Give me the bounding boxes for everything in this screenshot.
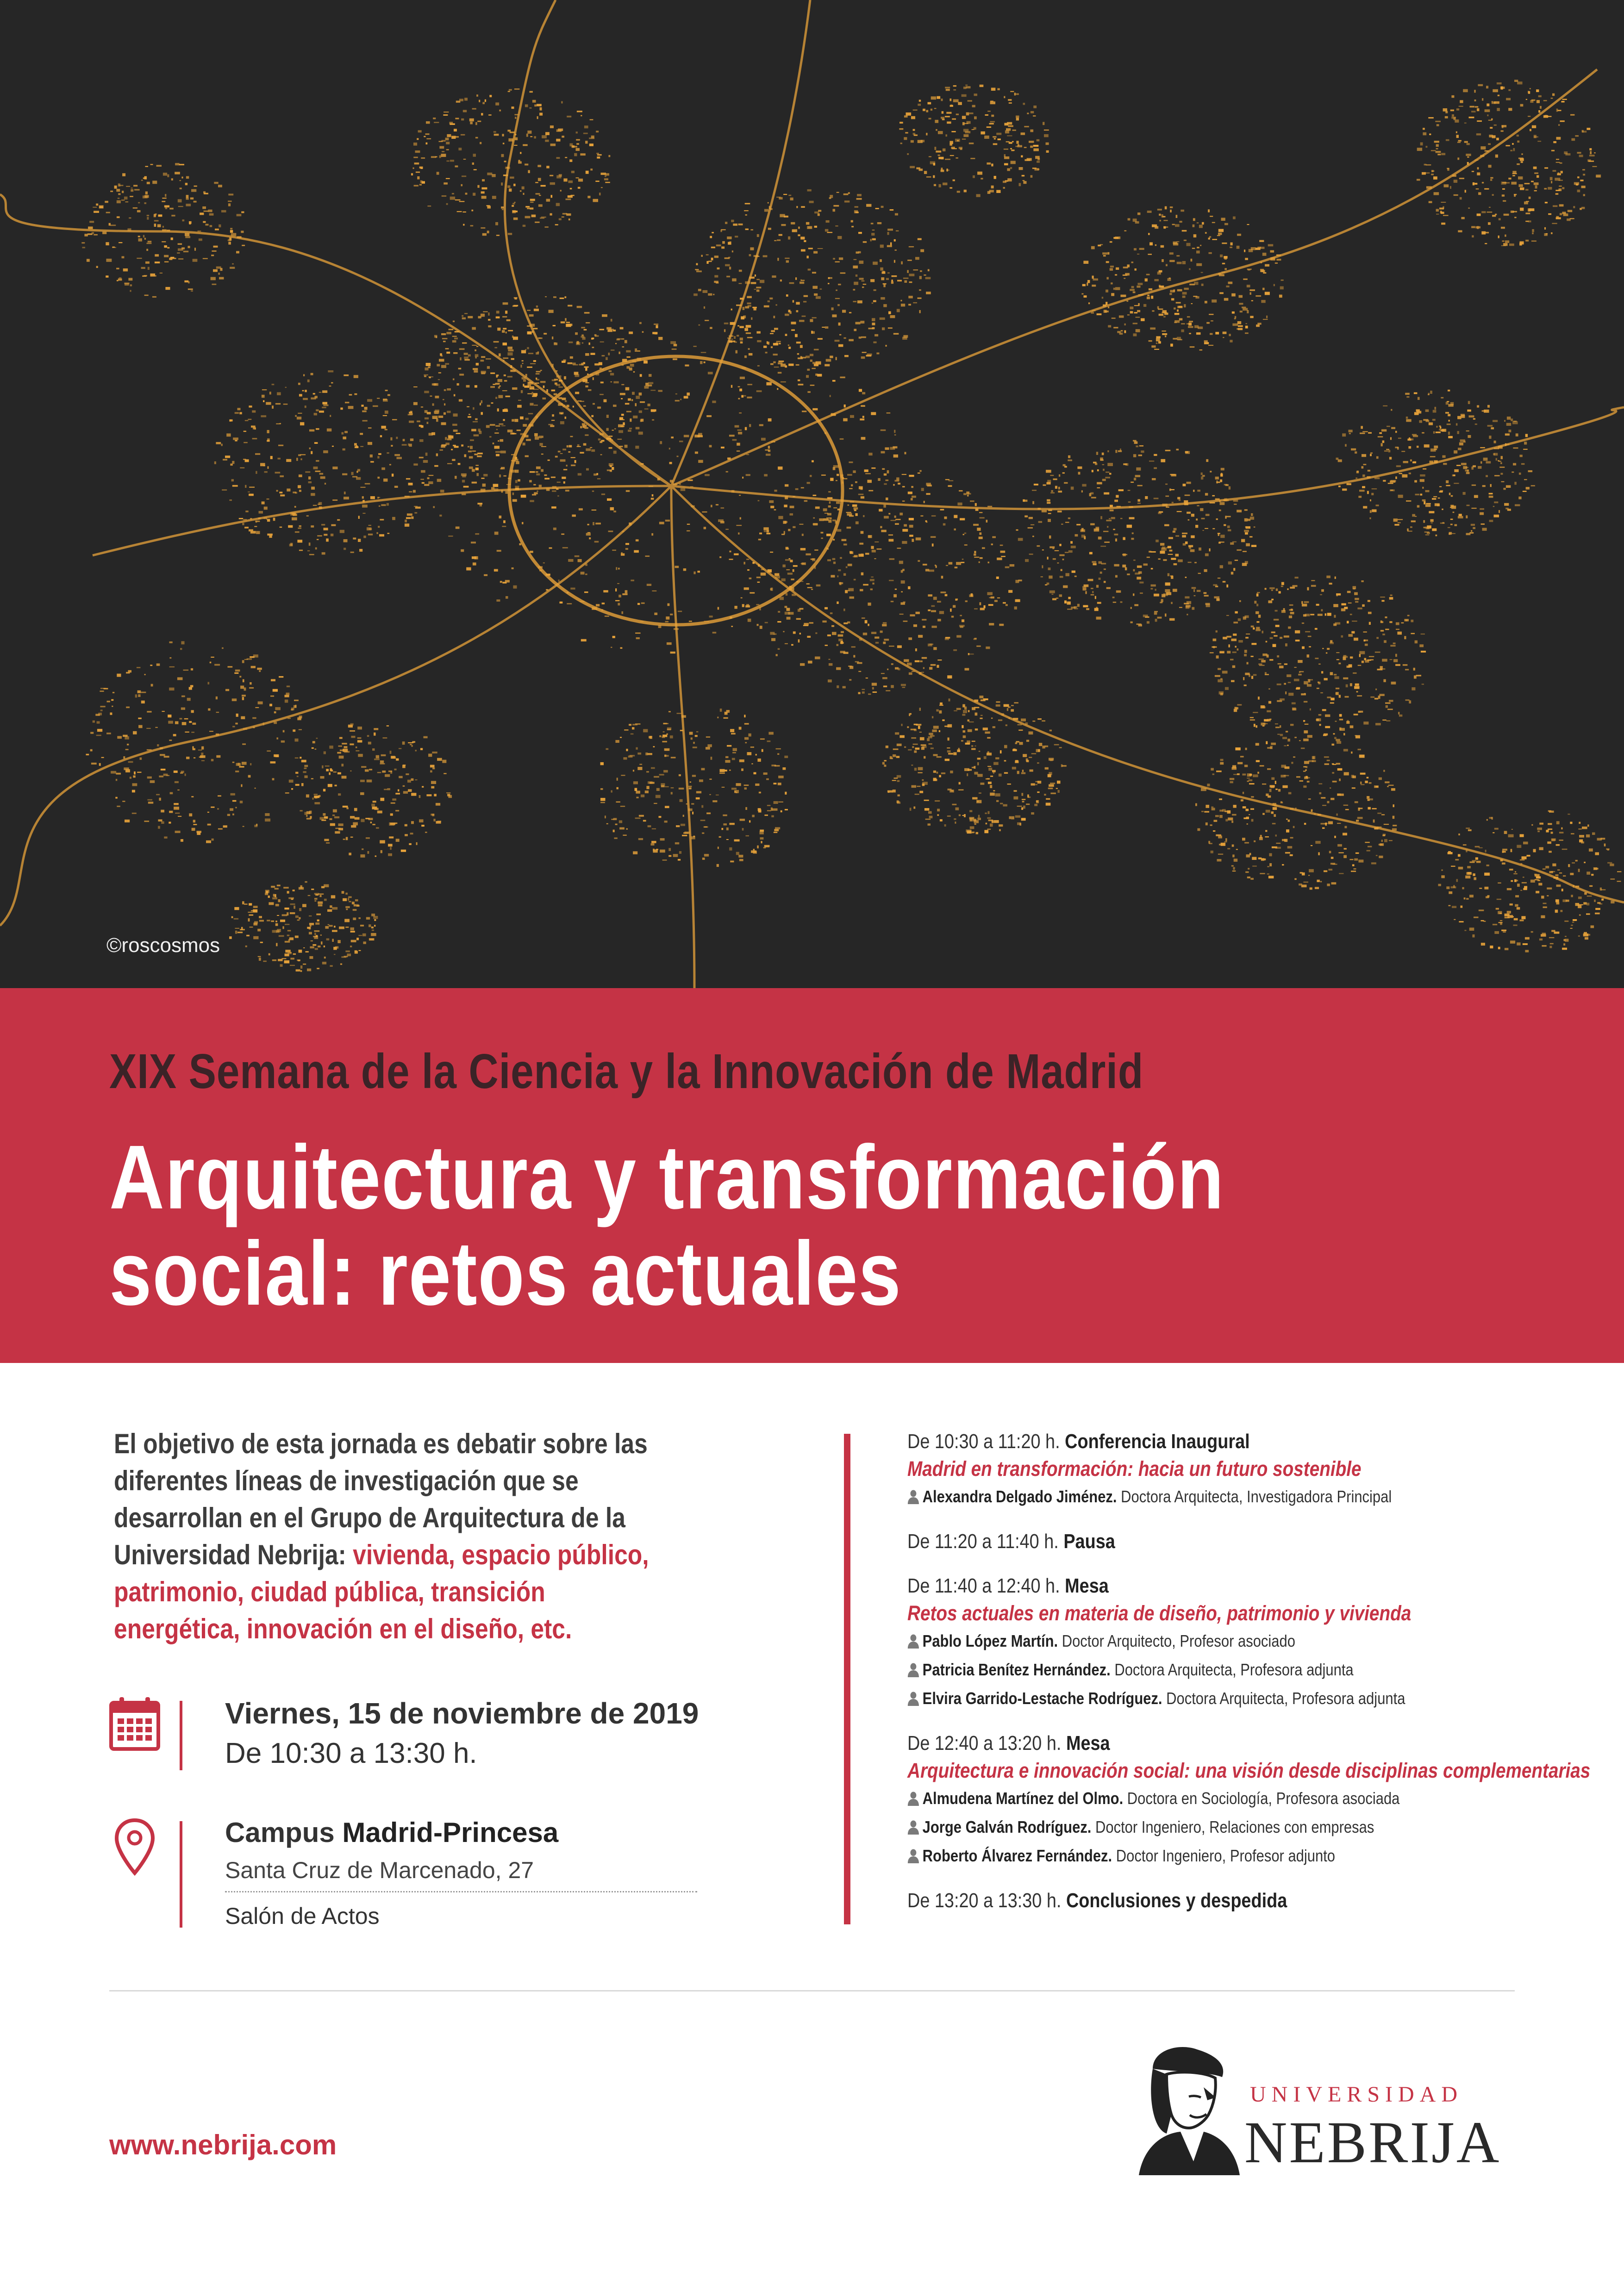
program-schedule (907, 1428, 1604, 1931)
slot-label: Conferencia Inaugural (1065, 1430, 1250, 1453)
speaker-role: Doctor Ingeniero, Profesor adjunto (1116, 1846, 1336, 1865)
person-icon (907, 1848, 919, 1863)
person-icon (907, 1820, 919, 1835)
person-icon (907, 1691, 919, 1706)
date-text (225, 1696, 699, 1770)
speaker-role: Doctora en Sociología, Profesora asociada (1127, 1789, 1400, 1808)
intro-paragraph (114, 1425, 671, 1648)
slot-heading (907, 1887, 1604, 1915)
date-divider (180, 1701, 182, 1770)
campus-prefix: Campus (225, 1817, 335, 1848)
speaker (907, 1482, 1604, 1511)
program-slot (907, 1572, 1604, 1713)
photo-credit: ©roscosmos (106, 934, 220, 957)
address: Santa Cruz de Marcenado, 27 (225, 1857, 697, 1892)
speaker-name: Elvira Garrido-Lestache Rodríguez. (922, 1689, 1162, 1708)
slot-heading (907, 1572, 1604, 1600)
slot-label: Conclusiones y despedida (1066, 1889, 1287, 1912)
person-icon (907, 1634, 919, 1649)
person-icon (907, 1662, 919, 1677)
speaker-name: Almudena Martínez del Olmo. (922, 1789, 1124, 1808)
speaker-role: Doctora Arquitecta, Profesora adjunta (1114, 1660, 1354, 1679)
program-slot (907, 1730, 1604, 1870)
slot-label: Mesa (1065, 1574, 1109, 1597)
slot-time: De 11:20 a 11:40 h. (907, 1530, 1059, 1553)
campus-location: Madrid-Princesa (342, 1817, 559, 1848)
speaker-role: Doctora Arquitecta, Profesora adjunta (1166, 1689, 1405, 1708)
speaker (907, 1684, 1604, 1713)
speaker-name: Jorge Galván Rodríguez. (922, 1817, 1092, 1836)
event-series-title: XIX Semana de la Ciencia y la Innovación de Madrid (109, 1044, 1144, 1099)
speaker-role: Doctora Arquitecta, Investigadora Principal (1121, 1487, 1392, 1506)
event-date: Viernes, 15 de noviembre de 2019 (225, 1697, 699, 1730)
speaker-name: Alexandra Delgado Jiménez. (922, 1487, 1117, 1506)
slot-subtitle: Madrid en transformación: hacia un futuro sostenible (907, 1457, 1362, 1481)
website-link[interactable]: www.nebrija.com (109, 2129, 337, 2160)
speaker-name: Roberto Álvarez Fernández. (922, 1846, 1112, 1865)
city-lights-illustration (0, 0, 1624, 988)
program-slot (907, 1428, 1604, 1511)
speaker-name: Patricia Benítez Hernández. (922, 1660, 1111, 1679)
speaker-role: Doctor Arquitecto, Profesor asociado (1062, 1631, 1295, 1650)
slot-time: De 11:40 a 12:40 h. (907, 1574, 1060, 1597)
speaker-name: Pablo López Martín. (922, 1631, 1058, 1650)
location-pin-icon (114, 1818, 156, 1879)
speaker (907, 1842, 1604, 1870)
slot-label: Pausa (1063, 1530, 1115, 1553)
city-light-dots (81, 80, 1621, 972)
hero-image (0, 0, 1624, 988)
program-slot (907, 1528, 1604, 1556)
intro-topics: vivienda, espacio público, patrimonio, ciudad pública, transición energética, innovación en el diseño, etc. (114, 1539, 649, 1644)
logo-universidad-text: UNIVERSIDAD (1250, 2082, 1463, 2107)
slot-label: Mesa (1066, 1732, 1110, 1755)
city-roads (0, 0, 1624, 988)
slot-time: De 12:40 a 13:20 h. (907, 1732, 1062, 1755)
slot-heading (907, 1528, 1604, 1556)
nebrija-portrait-logo-icon (1134, 2041, 1241, 2175)
campus-name (225, 1817, 697, 1848)
speaker (907, 1784, 1604, 1813)
program-slot (907, 1887, 1604, 1915)
location-divider (180, 1821, 182, 1928)
footer-divider (109, 1990, 1515, 1991)
page-title: Arquitectura y transformación social: retos actuales (109, 1126, 1225, 1324)
slot-time: De 13:20 a 13:30 h. (907, 1889, 1062, 1912)
calendar-icon (109, 1696, 160, 1752)
room: Salón de Actos (225, 1903, 380, 1929)
slot-heading (907, 1428, 1604, 1456)
logo-nebrija-text: NEBRIJA (1244, 2109, 1501, 2175)
speaker (907, 1627, 1604, 1655)
intro-lead: El objetivo de esta jornada es debatir sobre las diferentes líneas de investigación que se desarrollan en el Grupo de Arquitectura de la Universidad Nebrija: (114, 1428, 648, 1570)
slot-heading (907, 1730, 1604, 1757)
event-time: De 10:30 a 13:30 h. (225, 1737, 477, 1769)
person-icon (907, 1489, 919, 1504)
program-divider (844, 1434, 850, 1924)
slot-subtitle: Arquitectura e innovación social: una visión desde disciplinas complementarias (907, 1759, 1591, 1782)
speaker (907, 1655, 1604, 1684)
location-text (225, 1817, 697, 1929)
speaker (907, 1813, 1604, 1842)
speaker-role: Doctor Ingeniero, Relaciones con empresas (1095, 1817, 1374, 1836)
slot-subtitle: Retos actuales en materia de diseño, patrimonio y vivienda (907, 1601, 1412, 1625)
slot-time: De 10:30 a 11:20 h. (907, 1430, 1060, 1453)
person-icon (907, 1791, 919, 1806)
